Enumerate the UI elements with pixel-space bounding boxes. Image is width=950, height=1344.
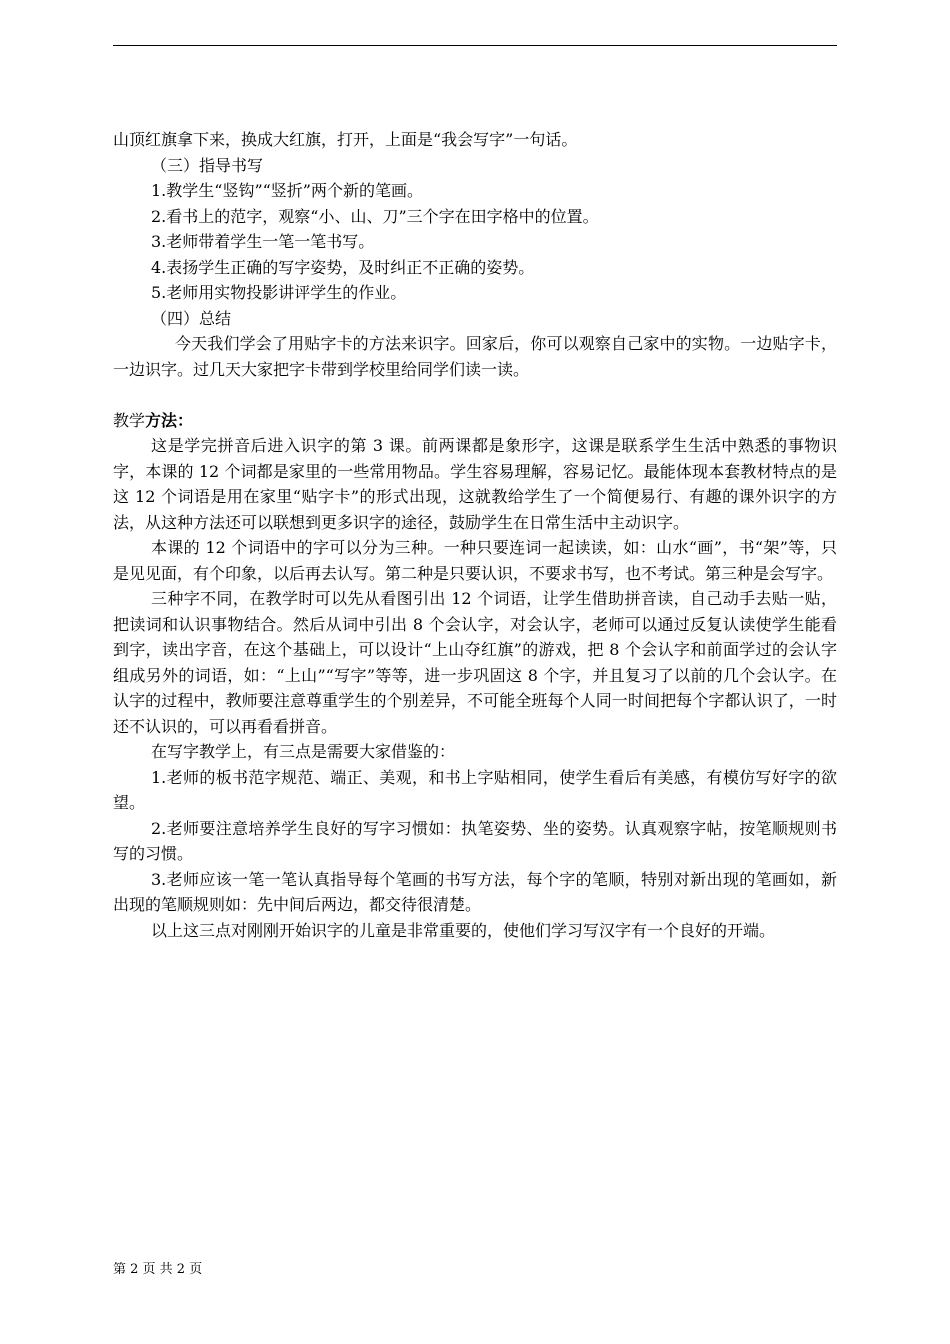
list-item: 2.看书上的范字，观察“小、山、刀”三个字在田字格中的位置。 bbox=[151, 206, 599, 226]
method-title bbox=[113, 408, 837, 434]
list-item: 3.老师应该一笔一笔认真指导每个笔画的书写方法，每个字的笔顺，特别对新出现的笔画如，新出现的笔顺规则如：先中间后两边，都交待很清楚。 bbox=[113, 869, 837, 914]
list-item: 2.老师要注意培养学生良好的写字习惯如：执笔姿势、坐的姿势。认真观察字帖，按笔顺规则书写的习惯。 bbox=[113, 818, 837, 863]
list-item: 3.老师带着学生一笔一笔书写。 bbox=[151, 232, 375, 251]
paragraph: 山顶红旗拿下来，换成大红旗，打开，上面是“我会写字”一句话。 bbox=[113, 130, 578, 149]
paragraph: 三种字不同，在教学时可以先从看图引出 12 个词语，让学生借助拼音读，自己动手去贴一贴，把读词和认识事物结合。然后从词中引出 8 个会认字，对会认字，老师可以通过反复认读使学生能看到字，读出字音，在这个基础上，可以设计“上山夺红旗”的游戏，把 8 个会认字和前面学过的会认字组成另外的词语，如：“上山”“写字”等等，进一步巩固这 8 个字，并且复习了以前的几个会认字。在认字的过程中，教师要注意尊重学生的个别差异，不可能全班每个人同一时间把每个字都认识了，一时还不认识的，可以再看看拼音。 bbox=[113, 589, 837, 736]
spacer bbox=[113, 382, 837, 408]
paragraph: 本课的 12 个词语中的字可以分为三种。一种只要连词一起读读，如：山水“画”，书“架”等，只是见见面，有个印象，以后再去认写。第二种是只要认识，不要求书写，也不考试。第三种是会写字。 bbox=[113, 538, 837, 583]
paragraph: 这是学完拼音后进入识字的第 3 课。前两课都是象形字，这课是联系学生生活中熟悉的事物识字，本课的 12 个词都是家里的一些常用物品。学生容易理解，容易记忆。最能体现本套教材特点的是这 12 个词语是用在家里“贴字卡”的形式出现，这就教给学生了一个简便易行、有趣的课外识字的方法，从这种方法还可以联想到更多识字的途径，鼓励学生在日常生活中主动识字。 bbox=[113, 436, 837, 532]
section-heading: （四）总结 bbox=[151, 308, 232, 328]
list-item: 5.老师用实物投影讲评学生的作业。 bbox=[151, 283, 407, 302]
method-title-normal: 教学 bbox=[113, 410, 146, 430]
document-body bbox=[113, 127, 837, 943]
paragraph: 今天我们学会了用贴字卡的方法来识字。回家后，你可以观察自己家中的实物。一边贴字卡，一边识字。过几天大家把字卡带到学校里给同学们读一读。 bbox=[113, 334, 837, 379]
paragraph: 以上这三点对刚刚开始识字的儿童是非常重要的，使他们学习写汉字有一个良好的开端。 bbox=[151, 920, 776, 940]
list-item: 1.老师的板书范字规范、端正、美观，和书上字贴相同，使学生看后有美感，有模仿写好字的欲望。 bbox=[113, 767, 837, 812]
list-item: 1.教学生“竖钩”“竖折”两个新的笔画。 bbox=[151, 181, 423, 200]
paragraph: 在写字教学上，有三点是需要大家借鉴的： bbox=[151, 742, 456, 761]
header-rule bbox=[113, 45, 837, 46]
list-item: 4.表扬学生正确的写字姿势，及时纠正不正确的姿势。 bbox=[151, 257, 535, 277]
section-heading: （三）指导书写 bbox=[151, 155, 264, 175]
page-number-footer: 第 2 页 共 2 页 bbox=[113, 1262, 203, 1277]
method-title-bold: 方法： bbox=[145, 410, 194, 430]
